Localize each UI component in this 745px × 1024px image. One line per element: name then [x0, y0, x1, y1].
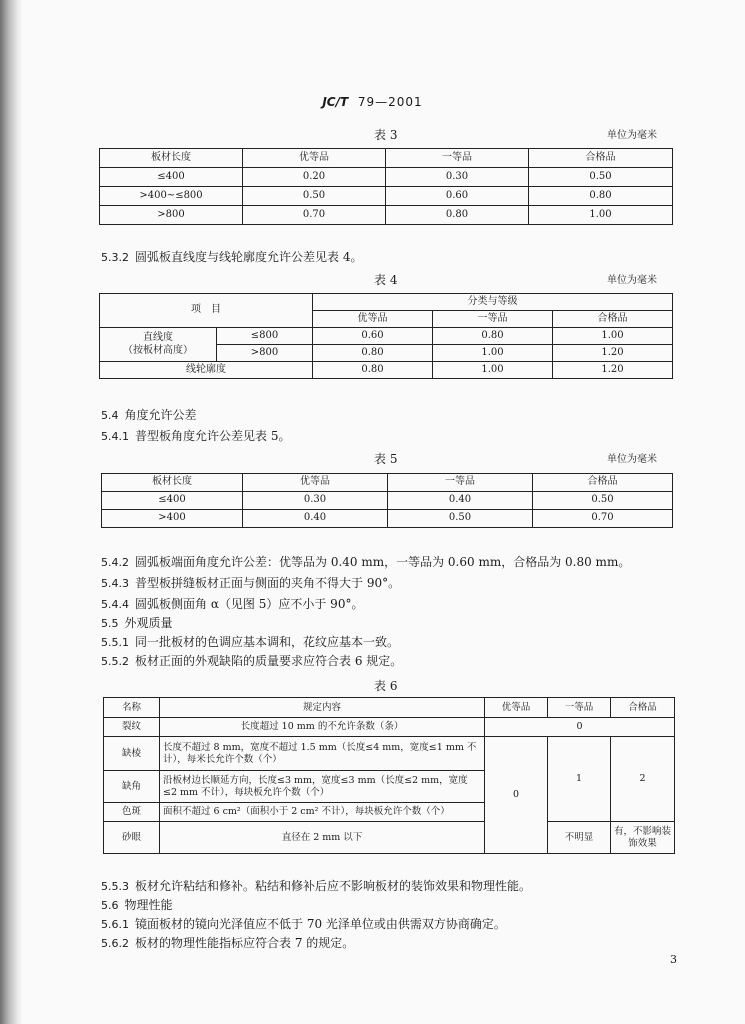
cell: >400~≤800 — [100, 187, 243, 206]
sand-first-grade: 不明显 — [548, 822, 611, 854]
cell: 0.80 — [313, 362, 433, 379]
cell: 0.50 — [533, 492, 673, 510]
table-header-row — [104, 698, 675, 718]
cell: 0.70 — [243, 206, 386, 225]
cell: 1.00 — [433, 345, 553, 362]
paragraph-5-4-4 — [101, 595, 363, 612]
table-row — [102, 492, 673, 510]
paragraph-5-4-3 — [101, 574, 400, 591]
header-cell: 板材长度 — [102, 474, 243, 492]
table5-unit: 单位为毫米 — [607, 454, 657, 465]
clause-number: 5.5.2 — [101, 655, 129, 668]
header-cell: 优等品 — [313, 311, 433, 328]
table-header-row — [102, 474, 673, 492]
clause-text: 物理性能 — [124, 898, 173, 912]
clause-text: 普型板拼缝板材正面与侧面的夹角不得大于 90°。 — [135, 576, 401, 590]
table-row — [100, 328, 673, 345]
paragraph-5-6 — [101, 896, 173, 913]
cell: 1.20 — [553, 345, 673, 362]
paragraph-5-3-2 — [101, 248, 362, 265]
table3-caption: 表 3 — [374, 128, 398, 142]
clause-text: 板材的物理性能指标应符合表 7 的规定。 — [135, 936, 355, 950]
table4-unit: 单位为毫米 — [607, 275, 657, 286]
clause-text: 圆弧板端面角度允许公差：优等品为 0.40 mm，一等品为 0.60 mm，合格品为 0.80 mm。 — [135, 555, 631, 569]
paragraph-5-5-3 — [101, 877, 531, 894]
defect-requirement: 直径在 2 mm 以下 — [160, 822, 485, 854]
cell: 0.80 — [433, 328, 553, 345]
paragraph-5-5 — [101, 614, 173, 631]
header-cell: 优等品 — [243, 149, 386, 168]
table3 — [99, 148, 673, 225]
defect-name: 色斑 — [104, 803, 160, 822]
table4 — [99, 293, 673, 379]
crack-value: 0 — [485, 718, 675, 737]
clause-text: 角度允许公差 — [124, 408, 197, 422]
clause-text: 板材正面的外观缺陷的质量要求应符合表 6 规定。 — [135, 654, 403, 668]
table-row — [104, 737, 675, 771]
cell: >800 — [100, 206, 243, 225]
header-cell: 优等品 — [243, 474, 388, 492]
header-cell: 合格品 — [529, 149, 673, 168]
defect-requirement: 长度超过 10 mm 的不允许条数（条） — [160, 718, 485, 737]
defect-name: 砂眼 — [104, 822, 160, 854]
header-cell: 规定内容 — [160, 698, 485, 718]
cell: ≤400 — [100, 168, 243, 187]
cell: 线轮廓度 — [100, 362, 313, 379]
clause-number: 5.6 — [101, 899, 119, 912]
clause-text: 镜面板材的镜向光泽值应不低于 70 光泽单位或由供需双方协商确定。 — [135, 917, 506, 931]
excellent-grade-value: 0 — [485, 737, 548, 854]
paragraph-5-6-2 — [101, 934, 354, 951]
cell: 0.40 — [388, 492, 533, 510]
clause-number: 5.6.2 — [101, 937, 129, 950]
header-cell: 合格品 — [533, 474, 673, 492]
cell: 0.50 — [388, 510, 533, 528]
defect-requirement: 长度不超过 8 mm，宽度不超过 1.5 mm（长度≤4 mm，宽度≤1 mm 不计），每米长允许个数（个） — [160, 737, 485, 771]
header-cell: 合格品 — [611, 698, 675, 718]
cell: 0.30 — [386, 168, 529, 187]
straightness-label — [100, 328, 217, 362]
standard-code: JC/T — [322, 95, 349, 109]
header-cell: 一等品 — [433, 311, 553, 328]
clause-text: 圆弧板侧面角 α（见图 5）应不小于 90°。 — [135, 597, 364, 611]
header-cell: 板材长度 — [100, 149, 243, 168]
table-row — [100, 206, 673, 225]
table-header-row — [100, 294, 673, 311]
table-row — [104, 718, 675, 737]
table-row — [104, 822, 675, 854]
cell: 0.80 — [386, 206, 529, 225]
clause-number: 5.3.2 — [101, 251, 129, 264]
sand-qualified-grade: 有，不影响装饰效果 — [611, 822, 675, 854]
first-grade-value: 1 — [548, 737, 611, 822]
standard-number: 79—2001 — [357, 95, 423, 109]
clause-number: 5.4.2 — [101, 556, 129, 569]
clause-number: 5.5.3 — [101, 880, 129, 893]
cell: 0.20 — [243, 168, 386, 187]
cell: 0.30 — [243, 492, 388, 510]
cell: 0.40 — [243, 510, 388, 528]
table3-unit: 单位为毫米 — [607, 130, 657, 141]
clause-number: 5.5.1 — [101, 636, 129, 649]
cell: 0.80 — [529, 187, 673, 206]
cell: 0.50 — [243, 187, 386, 206]
header-cell: 合格品 — [553, 311, 673, 328]
cell: 0.80 — [313, 345, 433, 362]
cell: 0.70 — [533, 510, 673, 528]
straightness-note: （按板材高度） — [123, 344, 193, 356]
clause-text: 外观质量 — [124, 616, 173, 630]
defect-name: 缺角 — [104, 771, 160, 803]
group-header: 分类与等级 — [313, 294, 673, 311]
paragraph-5-6-1 — [101, 915, 506, 932]
table5 — [101, 473, 673, 528]
defect-name: 缺棱 — [104, 737, 160, 771]
header-cell: 一等品 — [388, 474, 533, 492]
straightness-title: 直线度 — [143, 332, 173, 343]
paragraph-5-5-2 — [101, 652, 402, 669]
defect-requirement: 面积不超过 6 cm²（面积小于 2 cm² 不计），每块板允许个数（个） — [160, 803, 485, 822]
clause-text: 板材允许粘结和修补。粘结和修补后应不影响板材的装饰效果和物理性能。 — [135, 879, 532, 893]
header-cell: 一等品 — [386, 149, 529, 168]
table-row — [100, 168, 673, 187]
clause-text: 普型板角度允许公差见表 5。 — [135, 429, 291, 443]
clause-number: 5.5 — [101, 617, 119, 630]
clause-number: 5.4 — [101, 409, 119, 422]
table-row — [102, 510, 673, 528]
paragraph-5-4 — [101, 406, 197, 423]
paragraph-5-5-1 — [101, 633, 399, 650]
clause-text: 同一批板材的色调应基本调和，花纹应基本一致。 — [135, 635, 400, 649]
table5-caption: 表 5 — [374, 452, 398, 466]
clause-text: 圆弧板直线度与线轮廓度允许公差见表 4。 — [135, 250, 363, 264]
qualified-grade-value: 2 — [611, 737, 675, 822]
cell: >400 — [102, 510, 243, 528]
paragraph-5-4-2 — [101, 553, 630, 570]
header-cell: 优等品 — [485, 698, 548, 718]
cell: 0.60 — [313, 328, 433, 345]
cell: 1.00 — [529, 206, 673, 225]
header-cell: 一等品 — [548, 698, 611, 718]
table6 — [103, 697, 675, 854]
cell: >800 — [217, 345, 313, 362]
defect-name: 裂纹 — [104, 718, 160, 737]
paragraph-5-4-1 — [101, 427, 290, 444]
table6-caption: 表 6 — [374, 679, 398, 693]
cell: ≤800 — [217, 328, 313, 345]
table-row — [100, 362, 673, 379]
cell: 0.60 — [386, 187, 529, 206]
cell: 0.50 — [529, 168, 673, 187]
table4-caption: 表 4 — [374, 273, 398, 287]
item-header: 项 目 — [100, 294, 313, 328]
table-row — [100, 187, 673, 206]
clause-number: 5.4.4 — [101, 598, 129, 611]
page-header — [0, 95, 745, 109]
header-cell: 名称 — [104, 698, 160, 718]
cell: 1.20 — [553, 362, 673, 379]
defect-requirement: 沿板材边长顺延方向，长度≤3 mm，宽度≤3 mm（长度≤2 mm，宽度≤2 mm 不计），每块板允许个数（个） — [160, 771, 485, 803]
cell: 1.00 — [433, 362, 553, 379]
cell: 1.00 — [553, 328, 673, 345]
page-number: 3 — [670, 953, 677, 966]
table-header-row — [100, 149, 673, 168]
clause-number: 5.4.1 — [101, 430, 129, 443]
cell: ≤400 — [102, 492, 243, 510]
clause-number: 5.6.1 — [101, 918, 129, 931]
clause-number: 5.4.3 — [101, 577, 129, 590]
scan-binding-edge — [0, 0, 22, 1024]
